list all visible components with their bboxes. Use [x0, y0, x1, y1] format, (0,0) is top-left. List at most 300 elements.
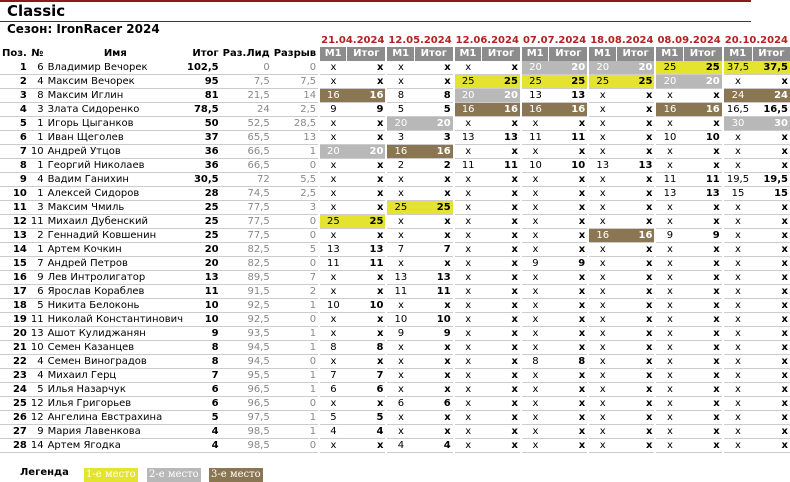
race-total-cell: x [616, 411, 655, 425]
race-m1-cell: 16 [521, 103, 549, 117]
race-m1-cell: x [521, 299, 549, 313]
col-gap-leader: Раз.Лид [222, 48, 270, 59]
race-m1-cell: x [386, 299, 414, 313]
race-total-cell: 6 [347, 383, 387, 397]
race-total-cell: x [752, 159, 790, 173]
race-m1-cell: 11 [454, 159, 482, 173]
table-row [0, 411, 790, 425]
gap-cell: 0 [272, 159, 319, 173]
race-total-cell: x [414, 425, 453, 439]
gap-cell: 0 [272, 257, 319, 271]
race-m1-cell: x [521, 173, 549, 187]
gap-cell: 14 [272, 89, 319, 103]
race-m1-cell: 9 [521, 257, 549, 271]
driver-name-cell: Злата Сидоренко [46, 103, 185, 117]
total-cell: 36 [185, 159, 221, 173]
race-m1-cell: x [588, 383, 616, 397]
race-m1-cell: x [319, 131, 347, 145]
table-row [0, 425, 790, 439]
driver-name-cell: Максим Чмиль [46, 201, 185, 215]
race-m1-cell: x [655, 313, 683, 327]
race-total-cell: x [482, 201, 521, 215]
race-m1-cell: x [521, 397, 549, 411]
table-row [0, 341, 790, 355]
position-cell: 21 [0, 341, 29, 355]
race-total-cell: x [347, 75, 387, 89]
position-cell: 11 [0, 201, 29, 215]
table-row [0, 369, 790, 383]
table-row [0, 439, 790, 453]
number-cell: 9 [29, 425, 46, 439]
number-cell: 3 [29, 103, 46, 117]
race-total-cell: x [616, 173, 655, 187]
table-row [0, 383, 790, 397]
results-body [0, 61, 790, 453]
season-label: Сезон: IronRacer 2024 [7, 22, 160, 36]
col-it: Итог [683, 47, 722, 61]
race-total-cell: 8 [549, 355, 588, 369]
gap-cell: 1 [272, 341, 319, 355]
driver-name-cell: Андрей Петров [46, 257, 185, 271]
gap-cell: 0 [272, 215, 319, 229]
race-m1-cell: 20 [454, 89, 482, 103]
driver-name-cell: Артем Ягодка [46, 439, 185, 453]
race-m1-cell: 16,5 [723, 103, 752, 117]
race-total-cell: 4 [414, 439, 453, 453]
gap-cell: 0 [272, 397, 319, 411]
race-total-cell: x [752, 215, 790, 229]
driver-name-cell: Семен Виноградов [46, 355, 185, 369]
race-m1-cell: x [521, 425, 549, 439]
race-m1-cell: x [588, 117, 616, 131]
race-m1-cell: x [521, 369, 549, 383]
number-cell: 10 [30, 341, 44, 353]
driver-name-cell: Вадим Ганихин [46, 173, 185, 187]
race-m1-cell: x [655, 411, 683, 425]
driver-name-cell: Михаил Герц [46, 369, 185, 383]
race-m1-cell: x [723, 383, 752, 397]
driver-name-cell: Лев Интролигатор [46, 271, 185, 285]
race-total-cell: 20 [347, 145, 387, 159]
race-m1-cell: 13 [655, 187, 683, 201]
total-cell: 28 [185, 187, 221, 201]
race-total-cell: x [347, 187, 387, 201]
race-total-cell: x [549, 327, 588, 341]
race-m1-cell: x [386, 383, 414, 397]
total-cell: 25 [185, 201, 221, 215]
race-m1-cell: 6 [386, 397, 414, 411]
race-m1-cell: x [454, 411, 482, 425]
date-1: 21.04.2024 [321, 34, 385, 46]
position-cell: 7 [0, 145, 29, 159]
table-row [0, 313, 790, 327]
race-m1-cell: x [454, 229, 482, 243]
race-total-cell: x [482, 61, 521, 75]
position-cell: 24 [0, 383, 29, 397]
race-m1-cell: 25 [521, 75, 549, 89]
gap-leader-cell: 21,5 [221, 89, 272, 103]
number-cell: 3 [29, 201, 46, 215]
gap-cell: 2,5 [272, 187, 319, 201]
race-m1-cell: 16 [588, 229, 616, 243]
race-m1-cell: x [454, 145, 482, 159]
gap-leader-cell: 52,5 [221, 117, 272, 131]
table-row [0, 131, 790, 145]
table-row [0, 271, 790, 285]
date-6: 08.09.2024 [657, 34, 721, 46]
race-total-cell: x [616, 369, 655, 383]
race-m1-cell: 13 [521, 89, 549, 103]
race-total-cell: x [683, 355, 722, 369]
gap-leader-cell: 98,5 [221, 425, 272, 439]
race-m1-cell: x [521, 439, 549, 453]
gap-cell: 13 [272, 131, 319, 145]
race-m1-cell: x [723, 271, 752, 285]
race-total-cell: x [549, 383, 588, 397]
gap-cell: 28,5 [272, 117, 319, 131]
race-total-cell: 25 [414, 201, 453, 215]
race-m1-cell: x [723, 243, 752, 257]
number-cell: 1 [29, 131, 46, 145]
col-m1: М1 [723, 47, 752, 61]
race-total-cell: 5 [347, 411, 387, 425]
race-total-cell: x [482, 313, 521, 327]
race-total-cell: x [482, 285, 521, 299]
total-cell: 25 [185, 215, 221, 229]
race-m1-cell: 13 [319, 243, 347, 257]
number-cell: 6 [29, 285, 46, 299]
race-total-cell: x [752, 75, 790, 89]
gap-leader-cell: 95,5 [221, 369, 272, 383]
race-m1-cell: 25 [454, 75, 482, 89]
race-total-cell: x [752, 201, 790, 215]
race-m1-cell: x [588, 243, 616, 257]
race-total-cell: 24 [752, 89, 790, 103]
race-total-cell: x [683, 397, 722, 411]
race-total-cell: x [752, 369, 790, 383]
race-total-cell: x [616, 131, 655, 145]
race-m1-cell: 10 [319, 299, 347, 313]
race-total-cell: x [482, 327, 521, 341]
race-m1-cell: x [655, 299, 683, 313]
race-m1-cell: x [723, 327, 752, 341]
driver-name-cell: Михаил Дубенский [46, 215, 185, 229]
race-total-cell: x [683, 341, 722, 355]
total-cell: 11 [185, 285, 221, 299]
gap-cell: 2,5 [272, 103, 319, 117]
race-total-cell: x [752, 145, 790, 159]
race-m1-cell: x [723, 341, 752, 355]
gap-leader-cell: 97,5 [221, 411, 272, 425]
gap-leader-cell: 96,5 [221, 397, 272, 411]
race-m1-cell: x [319, 285, 347, 299]
race-total-cell: x [752, 439, 790, 453]
race-total-cell: x [549, 215, 588, 229]
race-m1-cell: x [655, 341, 683, 355]
race-total-cell: 16,5 [752, 103, 790, 117]
race-total-cell: x [549, 243, 588, 257]
race-m1-cell: 13 [454, 131, 482, 145]
driver-name-cell: Мария Лавенкова [46, 425, 185, 439]
race-m1-cell: x [454, 341, 482, 355]
race-total-cell: x [616, 243, 655, 257]
race-m1-cell: x [723, 411, 752, 425]
race-m1-cell: x [521, 271, 549, 285]
position-cell: 23 [0, 369, 29, 383]
race-m1-cell: x [319, 61, 347, 75]
race-total-cell: x [616, 103, 655, 117]
race-m1-cell: x [319, 229, 347, 243]
race-total-cell: 13 [683, 187, 722, 201]
race-m1-cell: 25 [588, 75, 616, 89]
race-m1-cell: 13 [588, 159, 616, 173]
gap-leader-cell: 72 [221, 173, 272, 187]
race-total-cell: x [482, 215, 521, 229]
position-cell: 9 [0, 173, 29, 187]
race-m1-cell: x [588, 313, 616, 327]
driver-name-cell: Георгий Николаев [46, 159, 185, 173]
gap-cell: 1 [272, 145, 319, 159]
race-m1-cell: 20 [319, 145, 347, 159]
race-total-cell: x [752, 285, 790, 299]
race-m1-cell: x [319, 313, 347, 327]
number-cell: 4 [29, 173, 46, 187]
race-total-cell: x [347, 313, 387, 327]
race-total-cell: x [683, 215, 722, 229]
race-total-cell: x [752, 131, 790, 145]
race-m1-cell: x [588, 397, 616, 411]
race-m1-cell: x [386, 75, 414, 89]
race-total-cell: x [482, 271, 521, 285]
race-total-cell: x [414, 341, 453, 355]
number-cell: 1 [29, 159, 46, 173]
column-header-row [0, 47, 790, 61]
race-m1-cell: x [588, 145, 616, 159]
top-border [0, 0, 751, 2]
race-m1-cell: x [454, 215, 482, 229]
race-total-cell: x [414, 299, 453, 313]
race-total-cell: x [482, 299, 521, 313]
race-total-cell: x [482, 257, 521, 271]
race-total-cell: x [549, 187, 588, 201]
race-total-cell: x [482, 243, 521, 257]
race-total-cell: x [616, 425, 655, 439]
race-m1-cell: x [655, 439, 683, 453]
gap-cell: 2 [272, 285, 319, 299]
gap-leader-cell: 66,5 [221, 159, 272, 173]
race-total-cell: x [347, 397, 387, 411]
race-total-cell: x [616, 313, 655, 327]
race-m1-cell: x [319, 327, 347, 341]
race-m1-cell: x [655, 327, 683, 341]
race-m1-cell: x [521, 229, 549, 243]
race-m1-cell: 8 [386, 89, 414, 103]
driver-name-cell: Геннадий Ковшенин [46, 229, 185, 243]
race-m1-cell: 2 [386, 159, 414, 173]
race-total-cell: x [683, 159, 722, 173]
gap-leader-cell: 94,5 [221, 341, 272, 355]
driver-name-cell: Ярослав Кораблев [46, 285, 185, 299]
race-total-cell: x [683, 117, 722, 131]
total-cell: 13 [185, 271, 221, 285]
race-total-cell: x [616, 341, 655, 355]
race-total-cell: 16 [683, 103, 722, 117]
results-table [0, 34, 790, 453]
gap-leader-cell: 93,5 [221, 327, 272, 341]
race-m1-cell: 6 [319, 383, 347, 397]
col-num: № [31, 48, 44, 59]
race-total-cell: 5 [414, 103, 453, 117]
total-cell: 5 [185, 411, 221, 425]
race-total-cell: x [683, 271, 722, 285]
race-total-cell: x [752, 411, 790, 425]
col-m1: М1 [588, 47, 616, 61]
table-row [0, 89, 790, 103]
race-m1-cell: 5 [319, 411, 347, 425]
gap-leader-cell: 82,5 [221, 257, 272, 271]
total-cell: 25 [185, 229, 221, 243]
driver-name-cell: Максим Вечорек [46, 75, 185, 89]
position-cell: 20 [0, 327, 29, 341]
race-m1-cell: x [723, 229, 752, 243]
race-total-cell: x [414, 257, 453, 271]
number-cell: 14 [30, 439, 44, 451]
race-m1-cell: x [723, 313, 752, 327]
race-total-cell: x [482, 397, 521, 411]
race-m1-cell: x [386, 187, 414, 201]
race-m1-cell: x [521, 285, 549, 299]
gap-leader-cell: 0 [221, 61, 272, 75]
race-m1-cell: 3 [386, 131, 414, 145]
race-total-cell: x [347, 271, 387, 285]
race-m1-cell: 11 [319, 257, 347, 271]
gap-cell: 7 [272, 271, 319, 285]
race-m1-cell: x [454, 257, 482, 271]
race-m1-cell: x [454, 327, 482, 341]
position-cell: 8 [0, 159, 29, 173]
driver-name-cell: Алексей Сидоров [46, 187, 185, 201]
col-it: Итог [752, 47, 790, 61]
race-total-cell: x [414, 229, 453, 243]
total-cell: 95 [185, 75, 221, 89]
total-cell: 20 [185, 243, 221, 257]
race-m1-cell: 8 [319, 341, 347, 355]
total-cell: 9 [185, 327, 221, 341]
race-total-cell: x [616, 355, 655, 369]
race-total-cell: 8 [347, 341, 387, 355]
race-total-cell: x [414, 75, 453, 89]
race-total-cell: 3 [414, 131, 453, 145]
race-total-cell: x [414, 61, 453, 75]
race-total-cell: x [549, 411, 588, 425]
race-m1-cell: x [655, 271, 683, 285]
number-cell: 12 [30, 397, 44, 409]
date-4: 07.07.2024 [522, 34, 587, 46]
race-total-cell: x [616, 285, 655, 299]
race-m1-cell: x [588, 201, 616, 215]
col-m1: М1 [521, 47, 549, 61]
race-total-cell: x [347, 61, 387, 75]
col-it: Итог [482, 47, 521, 61]
col-m1: М1 [454, 47, 482, 61]
race-total-cell: x [616, 271, 655, 285]
race-m1-cell: x [655, 257, 683, 271]
position-cell: 26 [0, 411, 29, 425]
position-cell: 14 [0, 243, 29, 257]
race-m1-cell: 16 [454, 103, 482, 117]
gap-leader-cell: 94,5 [221, 355, 272, 369]
race-total-cell: x [549, 285, 588, 299]
race-m1-cell: x [521, 215, 549, 229]
race-m1-cell: x [454, 187, 482, 201]
table-row [0, 201, 790, 215]
race-total-cell: x [752, 257, 790, 271]
driver-name-cell: Семен Казанцев [46, 341, 185, 355]
race-total-cell: x [482, 173, 521, 187]
position-cell: 16 [0, 271, 29, 285]
race-m1-cell: x [588, 271, 616, 285]
total-cell: 7 [185, 369, 221, 383]
race-m1-cell: 20 [386, 117, 414, 131]
race-m1-cell: x [655, 243, 683, 257]
race-m1-cell: 7 [386, 243, 414, 257]
race-m1-cell: 7 [319, 369, 347, 383]
race-m1-cell: x [454, 313, 482, 327]
total-cell: 20 [185, 257, 221, 271]
number-cell: 4 [29, 75, 46, 89]
race-total-cell: 9 [549, 257, 588, 271]
race-total-cell: 16 [414, 145, 453, 159]
race-m1-cell: x [319, 187, 347, 201]
race-total-cell: x [549, 145, 588, 159]
race-total-cell: 13 [482, 131, 521, 145]
race-total-cell: 11 [549, 131, 588, 145]
date-header-row [0, 34, 790, 47]
position-cell: 17 [0, 285, 29, 299]
table-row [0, 75, 790, 89]
race-m1-cell: x [655, 89, 683, 103]
race-m1-cell: x [723, 145, 752, 159]
race-m1-cell: x [454, 425, 482, 439]
race-total-cell: 25 [549, 75, 588, 89]
race-total-cell: x [549, 229, 588, 243]
race-total-cell: x [683, 313, 722, 327]
race-m1-cell: 19,5 [723, 173, 752, 187]
race-total-cell: x [414, 411, 453, 425]
race-total-cell: x [347, 285, 387, 299]
gap-leader-cell: 96,5 [221, 383, 272, 397]
race-total-cell: 13 [347, 243, 387, 257]
position-cell: 13 [0, 229, 29, 243]
race-total-cell: 9 [347, 103, 387, 117]
race-total-cell: x [616, 145, 655, 159]
race-total-cell: x [414, 215, 453, 229]
race-total-cell: 25 [347, 215, 387, 229]
race-total-cell: x [683, 243, 722, 257]
race-m1-cell: x [521, 187, 549, 201]
race-total-cell: 25 [616, 75, 655, 89]
race-total-cell: x [616, 187, 655, 201]
race-m1-cell: x [588, 215, 616, 229]
race-total-cell: x [549, 369, 588, 383]
position-cell: 1 [0, 61, 29, 75]
col-pos: Поз. [2, 48, 27, 59]
race-total-cell: x [549, 341, 588, 355]
race-m1-cell: x [319, 75, 347, 89]
race-total-cell: x [616, 257, 655, 271]
race-total-cell: x [752, 299, 790, 313]
number-cell: 11 [30, 215, 44, 227]
